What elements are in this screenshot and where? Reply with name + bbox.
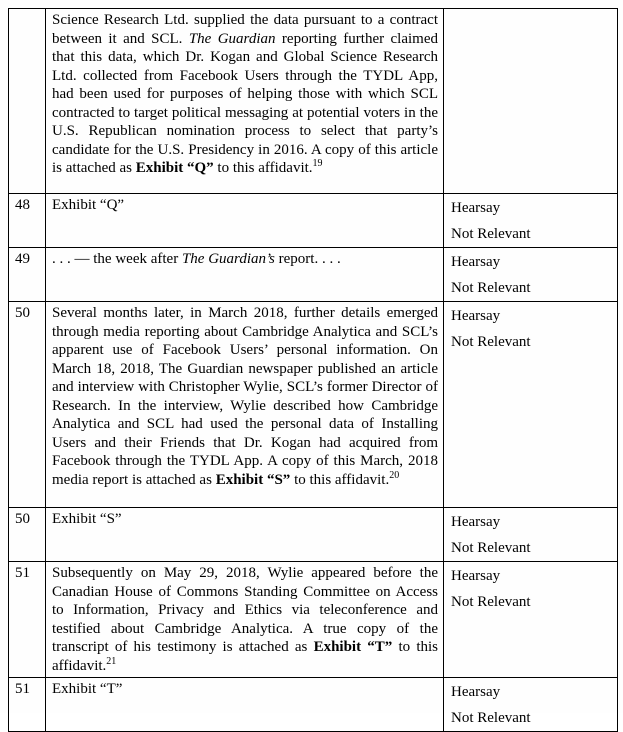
content-text: to this affidavit. — [52, 639, 439, 674]
objections-cell — [444, 194, 618, 248]
publication-name: The Guardian — [188, 30, 276, 47]
content-text: Exhibit “Q” — [52, 197, 125, 213]
objection-label: Hearsay — [451, 514, 501, 530]
objection-label: Hearsay — [451, 684, 501, 700]
table-body — [9, 9, 618, 732]
table-row — [9, 508, 618, 562]
content-text: Exhibit “T” — [52, 681, 123, 697]
content-cell — [46, 508, 444, 562]
paragraph-number-cell: 51 — [9, 678, 46, 732]
publication-name: The Guardian’s — [181, 251, 275, 267]
content-text: Exhibit “S” — [52, 511, 122, 527]
objection-label: Hearsay — [451, 254, 501, 270]
objection-label: Hearsay — [451, 200, 501, 216]
content-cell — [46, 9, 444, 194]
table-row — [9, 248, 618, 302]
objections-cell — [444, 678, 618, 732]
objection-label: Hearsay — [451, 568, 501, 584]
table-row — [9, 678, 618, 732]
paragraph-number-cell: 48 — [9, 194, 46, 248]
objection-label: Not Relevant — [451, 334, 531, 350]
paragraph-number-cell: 50 — [9, 508, 46, 562]
exhibit-label: Exhibit “Q” — [135, 160, 214, 176]
objection-label: Not Relevant — [451, 280, 531, 296]
footnote-ref: 20 — [389, 469, 400, 481]
objection-table — [8, 8, 618, 732]
objection-label: Not Relevant — [451, 594, 531, 610]
paragraph-number-cell: 49 — [9, 248, 46, 302]
objection-label: Hearsay — [451, 308, 501, 324]
content-text: Science Research Ltd. supplied the data pursuant to a contract between it and SCL. — [52, 12, 438, 47]
content-cell — [46, 194, 444, 248]
table-row — [9, 562, 618, 678]
objections-cell — [444, 562, 618, 678]
content-text: Subsequently on May 29, 2018, Wylie appeared before the Canadian House of Commons Standing Committee on Access to Information, Privacy and Ethics via teleconference and testified about Cambridge Analytica. A true copy of the transcript of his testimony is attached as — [52, 565, 438, 655]
objection-label: Not Relevant — [451, 226, 531, 242]
content-text: to this affidavit. — [290, 471, 390, 488]
footnote-ref: 21 — [106, 655, 117, 667]
content-text: . . . — the week after — [52, 251, 182, 267]
content-text: reporting further claimed that this data, which Dr. Kogan and Global Science Research Ltd. collected from Facebook Users through the TYDL App, had been used for purposes of helping those with which SCL contracted to target political messaging at potential voters in the U.S. Republican nomination process to select that party’s candidate for the U.S. Presidency in 2016. A copy of this article is attached as — [52, 30, 438, 176]
objections-cell — [444, 9, 618, 194]
objections-cell — [444, 248, 618, 302]
content-cell — [46, 302, 444, 508]
table-row — [9, 9, 618, 194]
table-row — [9, 194, 618, 248]
objections-cell — [444, 302, 618, 508]
content-text: Several months later, in March 2018, further details emerged through media reporting about Cambridge Analytica and SCL’s apparent use of Facebook Users’ personal information. On March 18, 2018, The Guardian newspaper published an article and interview with Christopher Wylie, SCL’s former Director of Research. In the interview, Wylie described how Cambridge Analytica and SCL had used the personal data of Installing Users and their Friends that Dr. Kogan had acquired from Facebook through the TYDL App. A copy of this March, 2018 media report is attached as — [52, 305, 438, 488]
objection-label: Not Relevant — [451, 710, 531, 726]
paragraph-number-cell: 51 — [9, 562, 46, 678]
content-cell — [46, 248, 444, 302]
footnote-ref: 19 — [312, 158, 323, 169]
objection-label: Not Relevant — [451, 540, 531, 556]
paragraph-number-cell: 50 — [9, 302, 46, 508]
content-cell — [46, 562, 444, 678]
exhibit-label: Exhibit “S” — [215, 471, 291, 488]
content-cell — [46, 678, 444, 732]
content-text: to this affidavit. — [213, 160, 313, 176]
paragraph-number-cell — [9, 9, 46, 194]
content-text: report. . . . — [274, 251, 341, 267]
exhibit-label: Exhibit “T” — [313, 639, 393, 655]
table-row — [9, 302, 618, 508]
objections-cell — [444, 508, 618, 562]
